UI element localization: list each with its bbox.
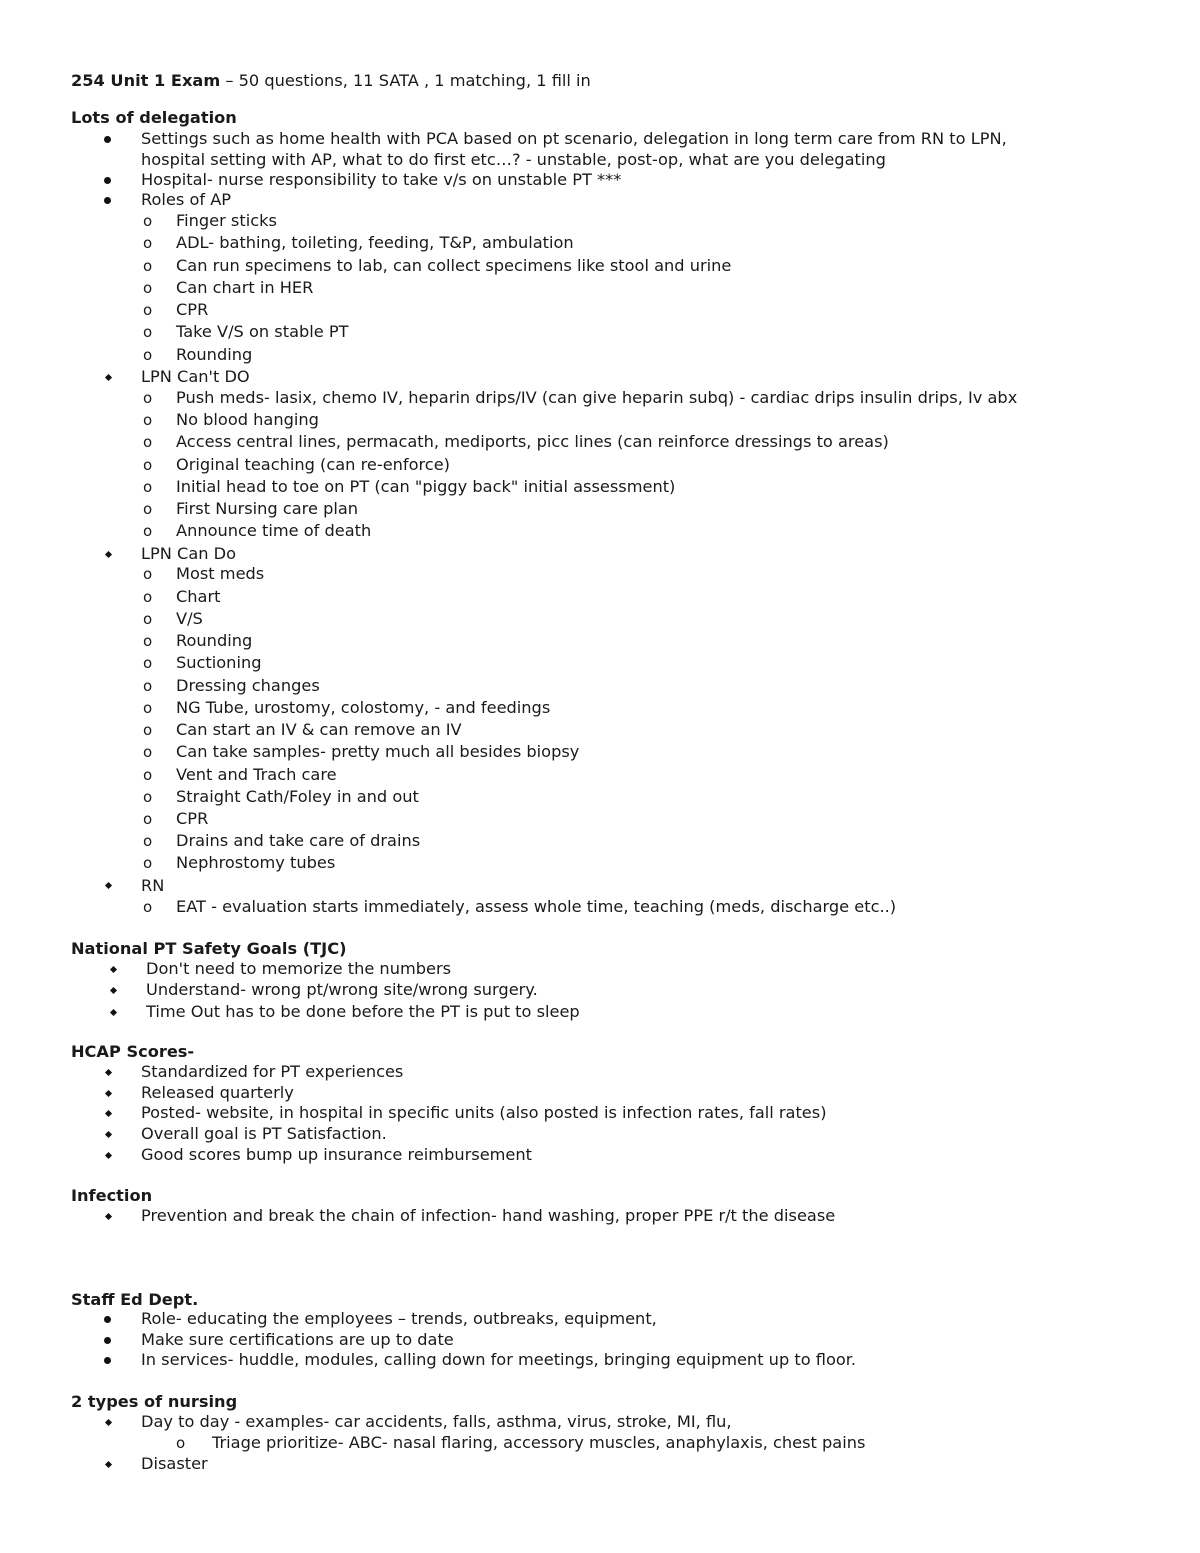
- section-heading-infection: Infection: [71, 1186, 153, 1205]
- section-heading-delegation: Lots of delegation: [71, 108, 237, 127]
- bullet-diamond: [105, 1213, 112, 1220]
- section-heading-types: 2 types of nursing: [71, 1392, 238, 1411]
- infection-item: Prevention and break the chain of infection- hand washing, proper PPE r/t the disease: [141, 1206, 836, 1225]
- sub-bullet-marker: o: [143, 500, 153, 518]
- bullet-diamond: [105, 1131, 112, 1138]
- lpn-can-item: Can start an IV & can remove an IV: [176, 720, 462, 739]
- lpn-can-item: CPR: [176, 809, 209, 828]
- bullet-diamond: [105, 551, 112, 558]
- sub-bullet-marker: o: [143, 522, 153, 540]
- bullet-diamond: [105, 1069, 112, 1076]
- delegation-bullet-settings-1: Settings such as home health with PCA based on pt scenario, delegation in long term care from RN to LPN,: [141, 129, 1007, 148]
- lpn-can-item: Most meds: [176, 564, 265, 583]
- delegation-bullet-hospital: Hospital- nurse responsibility to take v/s on unstable PT ***: [141, 170, 622, 189]
- lpn-can-item: Rounding: [176, 631, 253, 650]
- ap-item: CPR: [176, 300, 209, 319]
- types-item-disaster: Disaster: [141, 1454, 208, 1473]
- bullet-diamond: [105, 882, 112, 889]
- ap-item: Take V/S on stable PT: [176, 322, 349, 341]
- lpn-can-item: Vent and Trach care: [176, 765, 337, 784]
- section-heading-staff-ed: Staff Ed Dept.: [71, 1290, 199, 1309]
- document-title: 254 Unit 1 Exam: [71, 71, 221, 90]
- bullet-dot: [104, 1357, 111, 1364]
- ap-item: Rounding: [176, 345, 253, 364]
- sub-bullet-marker: o: [143, 788, 153, 806]
- sub-bullet-marker: o: [143, 699, 153, 717]
- lpn-can-item: Chart: [176, 587, 221, 606]
- hcap-item: Standardized for PT experiences: [141, 1062, 404, 1081]
- staff-item: Make sure certifications are up to date: [141, 1330, 454, 1349]
- staff-item: Role- educating the employees – trends, outbreaks, equipment,: [141, 1309, 657, 1328]
- delegation-bullet-settings-2: hospital setting with AP, what to do first etc…? - unstable, post-op, what are you delegating: [141, 150, 886, 169]
- bullet-diamond: [105, 1110, 112, 1117]
- section-heading-safety: National PT Safety Goals (TJC): [71, 939, 347, 958]
- safety-item: Time Out has to be done before the PT is put to sleep: [146, 1002, 580, 1021]
- bullet-diamond: [110, 1009, 117, 1016]
- bullet-diamond: [105, 1461, 112, 1468]
- lpn-can-item: NG Tube, urostomy, colostomy, - and feedings: [176, 698, 551, 717]
- sub-bullet-marker: o: [143, 456, 153, 474]
- document-title-line: [71, 71, 591, 91]
- ap-item: Finger sticks: [176, 211, 277, 230]
- sub-bullet-marker: o: [143, 389, 153, 407]
- sub-bullet-marker: o: [143, 832, 153, 850]
- sub-bullet-marker: o: [143, 323, 153, 341]
- rn-label: RN: [141, 876, 165, 895]
- ap-item: ADL- bathing, toileting, feeding, T&P, ambulation: [176, 233, 574, 252]
- sub-bullet-marker: o: [143, 654, 153, 672]
- types-subitem-triage: Triage prioritize- ABC- nasal flaring, accessory muscles, anaphylaxis, chest pains: [212, 1433, 866, 1452]
- staff-item: In services- huddle, modules, calling down for meetings, bringing equipment up to floor.: [141, 1350, 857, 1369]
- hcap-item: Released quarterly: [141, 1083, 294, 1102]
- bullet-diamond: [105, 374, 112, 381]
- sub-bullet-marker: o: [143, 632, 153, 650]
- sub-bullet-marker: o: [143, 721, 153, 739]
- safety-item: Understand- wrong pt/wrong site/wrong surgery.: [146, 980, 538, 999]
- bullet-diamond: [105, 1090, 112, 1097]
- lpn-cant-item: No blood hanging: [176, 410, 319, 429]
- lpn-cant-label: LPN Can't DO: [141, 367, 250, 386]
- lpn-cant-item: Initial head to toe on PT (can "piggy back" initial assessment): [176, 477, 676, 496]
- sub-bullet-marker: o: [143, 677, 153, 695]
- lpn-cant-item: Access central lines, permacath, mediports, picc lines (can reinforce dressings to areas): [176, 432, 889, 451]
- ap-item: Can chart in HER: [176, 278, 314, 297]
- hcap-item: Good scores bump up insurance reimbursement: [141, 1145, 532, 1164]
- bullet-dot: [104, 1316, 111, 1323]
- lpn-can-item: Dressing changes: [176, 676, 320, 695]
- lpn-cant-item: First Nursing care plan: [176, 499, 359, 518]
- ap-item: Can run specimens to lab, can collect specimens like stool and urine: [176, 256, 732, 275]
- sub-bullet-marker: o: [143, 234, 153, 252]
- sub-bullet-marker: o: [176, 1434, 186, 1452]
- sub-bullet-marker: o: [143, 565, 153, 583]
- sub-bullet-marker: o: [143, 478, 153, 496]
- sub-bullet-marker: o: [143, 433, 153, 451]
- lpn-cant-item: Announce time of death: [176, 521, 372, 540]
- lpn-can-item: Suctioning: [176, 653, 262, 672]
- sub-bullet-marker: o: [143, 766, 153, 784]
- delegation-bullet-roles-ap: Roles of AP: [141, 190, 232, 209]
- lpn-can-item: Can take samples- pretty much all besides biopsy: [176, 742, 580, 761]
- bullet-dot: [104, 1337, 111, 1344]
- sub-bullet-marker: o: [143, 279, 153, 297]
- lpn-cant-item: Original teaching (can re-enforce): [176, 455, 450, 474]
- bullet-dot: [104, 197, 111, 204]
- rn-item: EAT - evaluation starts immediately, assess whole time, teaching (meds, discharge etc..): [176, 897, 897, 916]
- lpn-can-item: Drains and take care of drains: [176, 831, 421, 850]
- bullet-diamond: [105, 1152, 112, 1159]
- sub-bullet-marker: o: [143, 854, 153, 872]
- bullet-dot: [104, 177, 111, 184]
- hcap-item: Overall goal is PT Satisfaction.: [141, 1124, 387, 1143]
- lpn-can-item: Straight Cath/Foley in and out: [176, 787, 419, 806]
- sub-bullet-marker: o: [143, 346, 153, 364]
- safety-item: Don't need to memorize the numbers: [146, 959, 452, 978]
- lpn-can-label: LPN Can Do: [141, 544, 237, 563]
- sub-bullet-marker: o: [143, 610, 153, 628]
- sub-bullet-marker: o: [143, 898, 153, 916]
- document-subtitle: – 50 questions, 11 SATA , 1 matching, 1 fill in: [220, 71, 591, 90]
- sub-bullet-marker: o: [143, 810, 153, 828]
- sub-bullet-marker: o: [143, 588, 153, 606]
- sub-bullet-marker: o: [143, 743, 153, 761]
- sub-bullet-marker: o: [143, 257, 153, 275]
- sub-bullet-marker: o: [143, 411, 153, 429]
- bullet-diamond: [110, 966, 117, 973]
- bullet-diamond: [110, 987, 117, 994]
- hcap-item: Posted- website, in hospital in specific units (also posted is infection rates, fall rates): [141, 1103, 827, 1122]
- lpn-can-item: V/S: [176, 609, 203, 628]
- lpn-can-item: Nephrostomy tubes: [176, 853, 336, 872]
- bullet-diamond: [105, 1419, 112, 1426]
- sub-bullet-marker: o: [143, 301, 153, 319]
- lpn-cant-item: Push meds- lasix, chemo IV, heparin drips/IV (can give heparin subq) - cardiac drips insulin drips, Iv abx: [176, 388, 1018, 407]
- bullet-dot: [104, 136, 111, 143]
- sub-bullet-marker: o: [143, 212, 153, 230]
- section-heading-hcap: HCAP Scores-: [71, 1042, 195, 1061]
- types-item-day-to-day: Day to day - examples- car accidents, falls, asthma, virus, stroke, MI, flu,: [141, 1412, 732, 1431]
